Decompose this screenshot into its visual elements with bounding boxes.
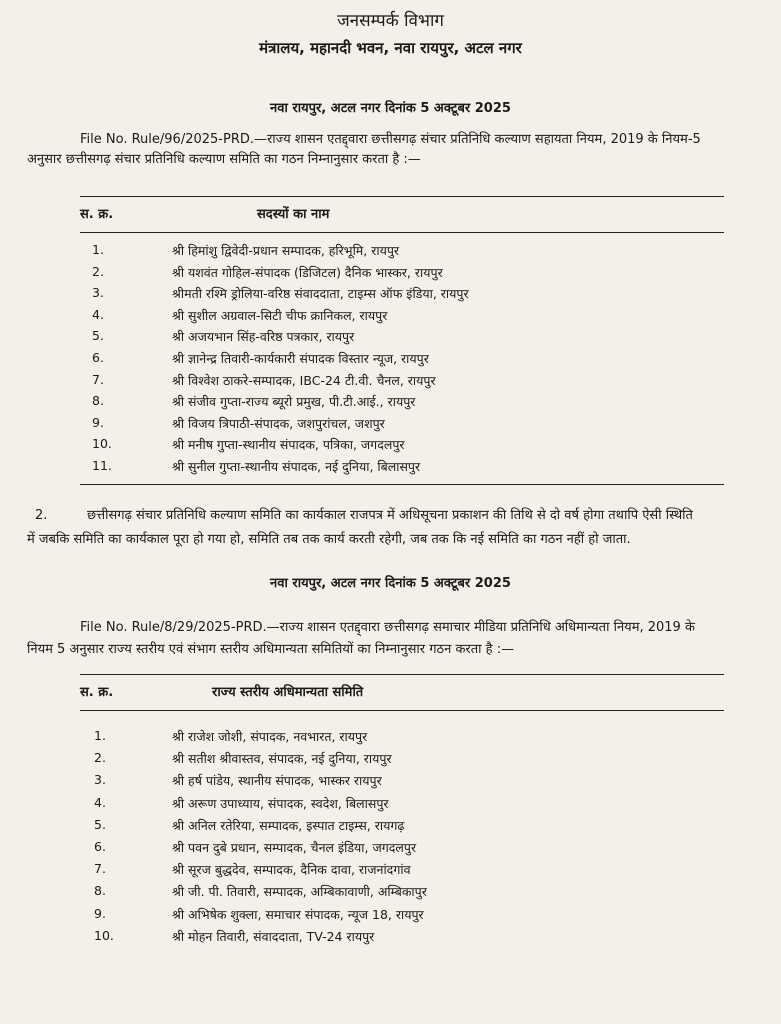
- member-name: श्री राजेश जोशी, संपादक, नवभारत, रायपुर: [172, 729, 368, 744]
- member-name: श्री अजयभान सिंह-वरिष्ठ पत्रकार, रायपुर: [172, 329, 355, 345]
- member-serial-number: 5.: [94, 816, 106, 832]
- member-serial-number: 9.: [92, 414, 104, 430]
- member-name: श्री अभिषेक शुक्ला, समाचार संपादक, न्यूज 18, रायपुर: [172, 906, 424, 922]
- member-serial-number: 3.: [92, 285, 104, 301]
- member-serial-number: 7.: [92, 371, 104, 387]
- member-name: श्री यशवंत गोहिल-संपादक (डिजिटल) दैनिक भास्कर, रायपुर: [172, 264, 443, 280]
- department-address: मंत्रालय, महानदी भवन, नवा रायपुर, अटल नगर: [259, 39, 522, 57]
- table2-top-rule: [80, 674, 724, 675]
- table1-header-sn: स. क्र.: [80, 207, 114, 222]
- member-name: श्री अनिल रतेरिया, सम्पादक, इस्पात टाइम्स, रायगढ़: [172, 817, 405, 833]
- member-serial-number: 11.: [92, 458, 112, 473]
- table2-header-name: राज्य स्तरीय अधिमान्यता समिति: [212, 685, 364, 700]
- member-serial-number: 4.: [94, 794, 106, 810]
- member-name: श्री सतीश श्रीवास्तव, संपादक, नई दुनिया, रायपुर: [172, 751, 392, 767]
- para2-line2: में जबकि समिति का कार्यकाल पूरा हो गया हो, समिति तब तक कार्य करती रहेगी, जब तक कि नई समिति का गठन नहीं हो जाता.: [27, 532, 631, 547]
- member-serial-number: 2.: [92, 263, 104, 279]
- member-name: श्री सुशील अग्रवाल-सिटी चीफ क्रानिकल, रायपुर: [172, 307, 388, 323]
- member-serial-number: 7.: [94, 861, 106, 877]
- member-serial-number: 4.: [92, 306, 104, 322]
- para2-line1: छत्तीसगढ़ संचार प्रतिनिधि कल्याण समिति का कार्यकाल राजपत्र में अधिसूचना प्रकाशन की तिथि से दो वर्ष होगा तथापि ऐसी स्थिति: [87, 508, 693, 523]
- member-serial-number: 6.: [92, 350, 104, 365]
- para2-number: 2.: [35, 508, 48, 523]
- member-name: श्री मनीष गुप्ता-स्थानीय संपादक, पत्रिका, जगदलपुर: [172, 437, 405, 453]
- table1-header-name: सदस्यों का नाम: [257, 207, 330, 222]
- notice1-date: नवा रायपुर, अटल नगर दिनांक 5 अक्टूबर 2025: [270, 101, 511, 116]
- member-serial-number: 5.: [92, 328, 104, 344]
- member-name: श्री अरूण उपाध्याय, संपादक, स्वदेश, बिलासपुर: [172, 795, 389, 811]
- notice2-line2: नियम 5 अनुसार राज्य स्तरीय एवं संभाग स्तरीय अधिमान्यता समितियों का निम्नानुसार गठन करता है :—: [27, 642, 515, 657]
- member-serial-number: 8.: [92, 393, 104, 409]
- member-name: श्री पवन दुबे प्रधान, सम्पादक, चैनल इंडिया, जगदलपुर: [172, 840, 417, 855]
- table1-bottom-rule: [80, 484, 724, 485]
- member-name: श्री संजीव गुप्ता-राज्य ब्यूरो प्रमुख, पी.टी.आई., रायपुर: [172, 394, 416, 410]
- member-name: श्री विजय त्रिपाठी-संपादक, जशपुरांचल, जशपुर: [172, 415, 385, 431]
- member-name: श्री सुनील गुप्ता-स्थानीय संपादक, नई दुनिया, बिलासपुर: [172, 459, 421, 474]
- table2-header-rule: [80, 710, 724, 711]
- member-name: श्री सूरज बुद्धदेव, सम्पादक, दैनिक दावा, राजनांदगांव: [172, 862, 411, 878]
- member-serial-number: 1.: [92, 242, 104, 257]
- member-serial-number: 3.: [94, 772, 106, 788]
- notice2-line1: File No. Rule/8/29/2025-PRD.—राज्य शासन एतद्द्वारा छत्तीसगढ़ समाचार मीडिया प्रतिनिधि अधिमान्यता नियम, 2019 के: [80, 620, 695, 635]
- notice1-line1: File No. Rule/96/2025-PRD.—राज्य शासन एतद्द्वारा छत्तीसगढ़ संचार प्रतिनिधि कल्याण सहायता नियम, 2019 के नियम-5: [80, 132, 701, 147]
- table2-header-sn: स. क्र.: [80, 685, 114, 700]
- member-serial-number: 6.: [94, 839, 106, 854]
- member-name: श्री मोहन तिवारी, संवाददाता, TV-24 रायपुर: [172, 928, 375, 944]
- table1-top-rule: [80, 196, 724, 197]
- notice1-line2: अनुसार छत्तीसगढ़ संचार प्रतिनिधि कल्याण समिति का गठन निम्नानुसार करता है :—: [27, 152, 421, 167]
- member-name: श्री विश्वेश ठाकरे-सम्पादक, IBC-24 टी.वी. चैनल, रायपुर: [172, 372, 436, 388]
- notice2-date: नवा रायपुर, अटल नगर दिनांक 5 अक्टूबर 2025: [270, 576, 511, 591]
- member-serial-number: 10.: [94, 927, 114, 943]
- member-serial-number: 9.: [94, 905, 106, 921]
- member-name: श्री जी. पी. तिवारी, सम्पादक, अम्बिकावाणी, अम्बिकापुर: [172, 884, 427, 900]
- member-serial-number: 2.: [94, 750, 106, 766]
- member-name: श्री हिमांशु द्विवेदी-प्रधान सम्पादक, हरिभूमि, रायपुर: [172, 243, 400, 258]
- member-name: श्री ज्ञानेन्द्र तिवारी-कार्यकारी संपादक विस्तार न्यूज, रायपुर: [172, 351, 429, 366]
- member-serial-number: 10.: [92, 436, 112, 452]
- table1-header-rule: [80, 232, 724, 233]
- member-serial-number: 1.: [94, 728, 106, 743]
- member-name: श्रीमती रश्मि ड्रोलिया-वरिष्ठ संवाददाता, टाइम्स ऑफ इंडिया, रायपुर: [172, 286, 469, 302]
- member-serial-number: 8.: [94, 883, 106, 899]
- member-name: श्री हर्ष पांडेय, स्थानीय संपादक, भास्कर रायपुर: [172, 773, 382, 789]
- department-title: जनसम्पर्क विभाग: [337, 11, 444, 31]
